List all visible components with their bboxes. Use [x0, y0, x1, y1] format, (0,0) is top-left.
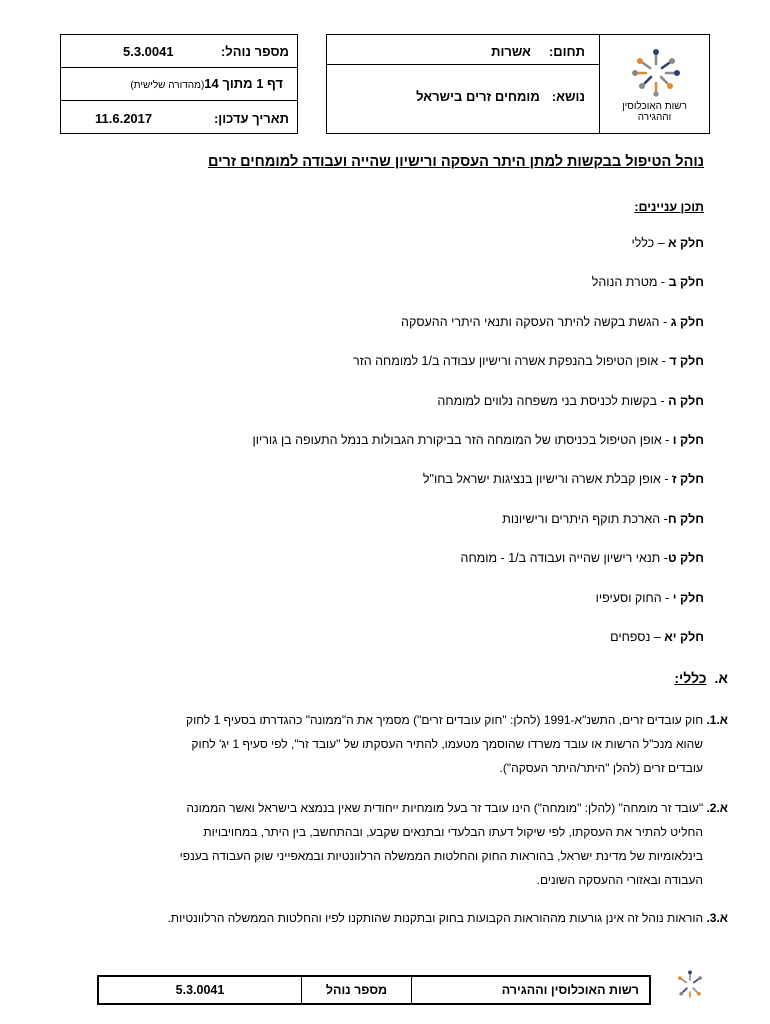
toc-part-label: חלק ח [667, 511, 704, 526]
paragraph-line [68, 844, 728, 868]
toc-part-label: חלק י [672, 590, 704, 605]
update-date-value: 11.6.2017 [95, 111, 153, 126]
header-info-box [326, 34, 710, 134]
toc-item [353, 354, 704, 368]
paragraph-number: א.3. [706, 911, 728, 925]
paragraph-number: א.2. [706, 801, 728, 815]
toc-part-label: חלק ג [670, 314, 704, 329]
paragraph-text: העבודה ובאזורי ההעסקה השונים. [536, 873, 703, 887]
toc-part-text: - אופן הטיפול בכניסתו של המומחה הזר בביקורת הגבולות בנמל התעופה בן גוריון [252, 433, 673, 447]
footer-org: רשות האוכלוסין וההגירה [411, 977, 649, 1003]
paragraph-line [68, 906, 728, 930]
toc-heading: תוכן עניינים: [634, 200, 704, 214]
toc-item [610, 630, 704, 644]
paragraph-line [68, 868, 728, 892]
toc-item [631, 236, 704, 250]
toc-part-label: חלק ט [667, 551, 704, 566]
update-date-row [61, 101, 297, 134]
paragraph-line [68, 732, 728, 756]
toc-part-text: - בקשות לכניסת בני משפחה נלווים למומחה [437, 393, 669, 408]
subject-row [327, 65, 599, 133]
section-a-heading [674, 670, 728, 686]
paragraph-text: החליט להתיר את העסקתו, לפי שיקול דעתו הבלעדי ובתנאים שקבע, ובהתחשב, בין היתר, במחויבויות [203, 825, 703, 839]
section-a-paragraph [68, 796, 728, 892]
toc-part-text: - אופן הטיפול בהנפקת אשרה ורישיון עבודה ב/1 למומחה הזר [353, 354, 670, 369]
domain-label: תחום: [548, 44, 585, 59]
procedure-number-label: מספר נוהל: [220, 44, 289, 59]
toc-part-text: - מטרת הנוהל [591, 275, 669, 290]
toc-part-text: - הגשת בקשה להיתר העסקה ותנאי היתרי ההעסקה [401, 314, 671, 329]
footer-logo-icon [668, 966, 712, 1004]
paragraph-text: בינלאומיות של מדינת ישראל, בהוראות החוק והחלטות הממשלה הרלוונטיות ובמאפייני שוק העבודה בענפי [179, 849, 703, 863]
toc-part-label: חלק יא [664, 630, 704, 644]
toc-item [596, 591, 704, 605]
procedure-number-value: 5.3.0041 [123, 44, 174, 59]
footer-box [97, 975, 651, 1005]
domain-value: אשרות [491, 44, 531, 59]
subject-value: מומחים זרים בישראל [416, 89, 540, 104]
subject-label: נושא: [551, 89, 585, 104]
toc-part-text: – כללי [631, 236, 669, 250]
toc-item [502, 512, 704, 526]
paragraph-line [68, 756, 728, 780]
org-logo-cell [599, 35, 709, 133]
paragraph-line [68, 820, 728, 844]
org-name-line2: וההגירה [637, 112, 672, 123]
toc-part-label: חלק ב [668, 275, 704, 290]
paragraph-line [68, 708, 728, 732]
toc-part-label: חלק ו [672, 433, 704, 447]
paragraph-text: חוק עובדים זרים, התשנ"א-1991 (להלן: "חוק עובדים זרים") מסמיך את ה"ממונה" כהגדרתו בסעיף 1 לחוק [186, 713, 707, 727]
document-title: נוהל הטיפול בבקשות למתן היתר העסקה ורישיון שהייה ועבודה למומחים זרים [207, 154, 704, 170]
toc-part-text: – נספחים [610, 630, 665, 644]
toc-part-label: חלק ד [669, 354, 704, 369]
org-logo-text [600, 101, 709, 123]
toc-part-text: - החוק וסעיפיו [595, 590, 673, 605]
footer-procedure-value: 5.3.0041 [175, 983, 225, 997]
footer-procedure-label: מספר נוהל [301, 977, 411, 1003]
toc-part-label: חלק ז [672, 472, 704, 487]
domain-row [327, 35, 599, 65]
toc-item [437, 394, 704, 408]
toc-item [253, 433, 704, 447]
paragraph-text: עובדים זרים (להלן "היתר/היתר העסקה"). [499, 761, 703, 775]
paragraph-line [68, 796, 728, 820]
update-date-label: תאריך עדכון: [213, 111, 289, 126]
edition-text: (מהדורה שלישית) [130, 80, 205, 91]
section-a-title: כללי: [674, 670, 707, 686]
toc-item [401, 315, 704, 329]
section-a-letter: א. [714, 670, 728, 686]
toc-item [423, 472, 704, 486]
section-a-paragraph [68, 906, 728, 930]
toc-part-label: חלק א [668, 236, 704, 250]
paragraph-text: הוראות נוהל זה אינן גורעות מההוראות הקבועות בחוק ובתקנות שהותקנו לפיו והחלטות הממשלה הרלוונטיות. [167, 911, 707, 925]
toc-part-text: - תנאי רישיון שהייה ועבודה ב/1 - מומחה [460, 551, 668, 566]
toc-part-label: חלק ה [668, 393, 704, 408]
toc-item [461, 551, 704, 565]
section-a-paragraph [68, 708, 728, 780]
toc-part-text: - הארכת תוקף היתרים ורישיונות [502, 511, 668, 526]
paragraph-text: שהוא מנכ"ל הרשות או עובד משרדו שהוסמך מטעמו, להתיר העסקתו של "עובד זר", לפי סעיף 1 יג' לחוק [191, 737, 703, 751]
paragraph-text: "עובד זר מומחה" (להלן: "מומחה") הינו עובד זר בעל מומחיות ייחודית שאין בנמצא בישראל ואשר הממונה [186, 801, 707, 815]
page-count-row [61, 68, 297, 101]
toc-part-text: - אופן קבלת אשרה ורישיון בנציגות ישראל בחו"ל [422, 472, 672, 487]
population-authority-logo-icon [621, 47, 691, 97]
procedure-number-row [61, 35, 297, 68]
page-count-text: דף 1 מתוך 14 [204, 76, 283, 91]
org-name-line1: רשות האוכלוסין [622, 101, 687, 112]
procedure-meta-box [60, 34, 298, 134]
toc-item [592, 275, 704, 289]
paragraph-number: א.1. [706, 713, 728, 727]
